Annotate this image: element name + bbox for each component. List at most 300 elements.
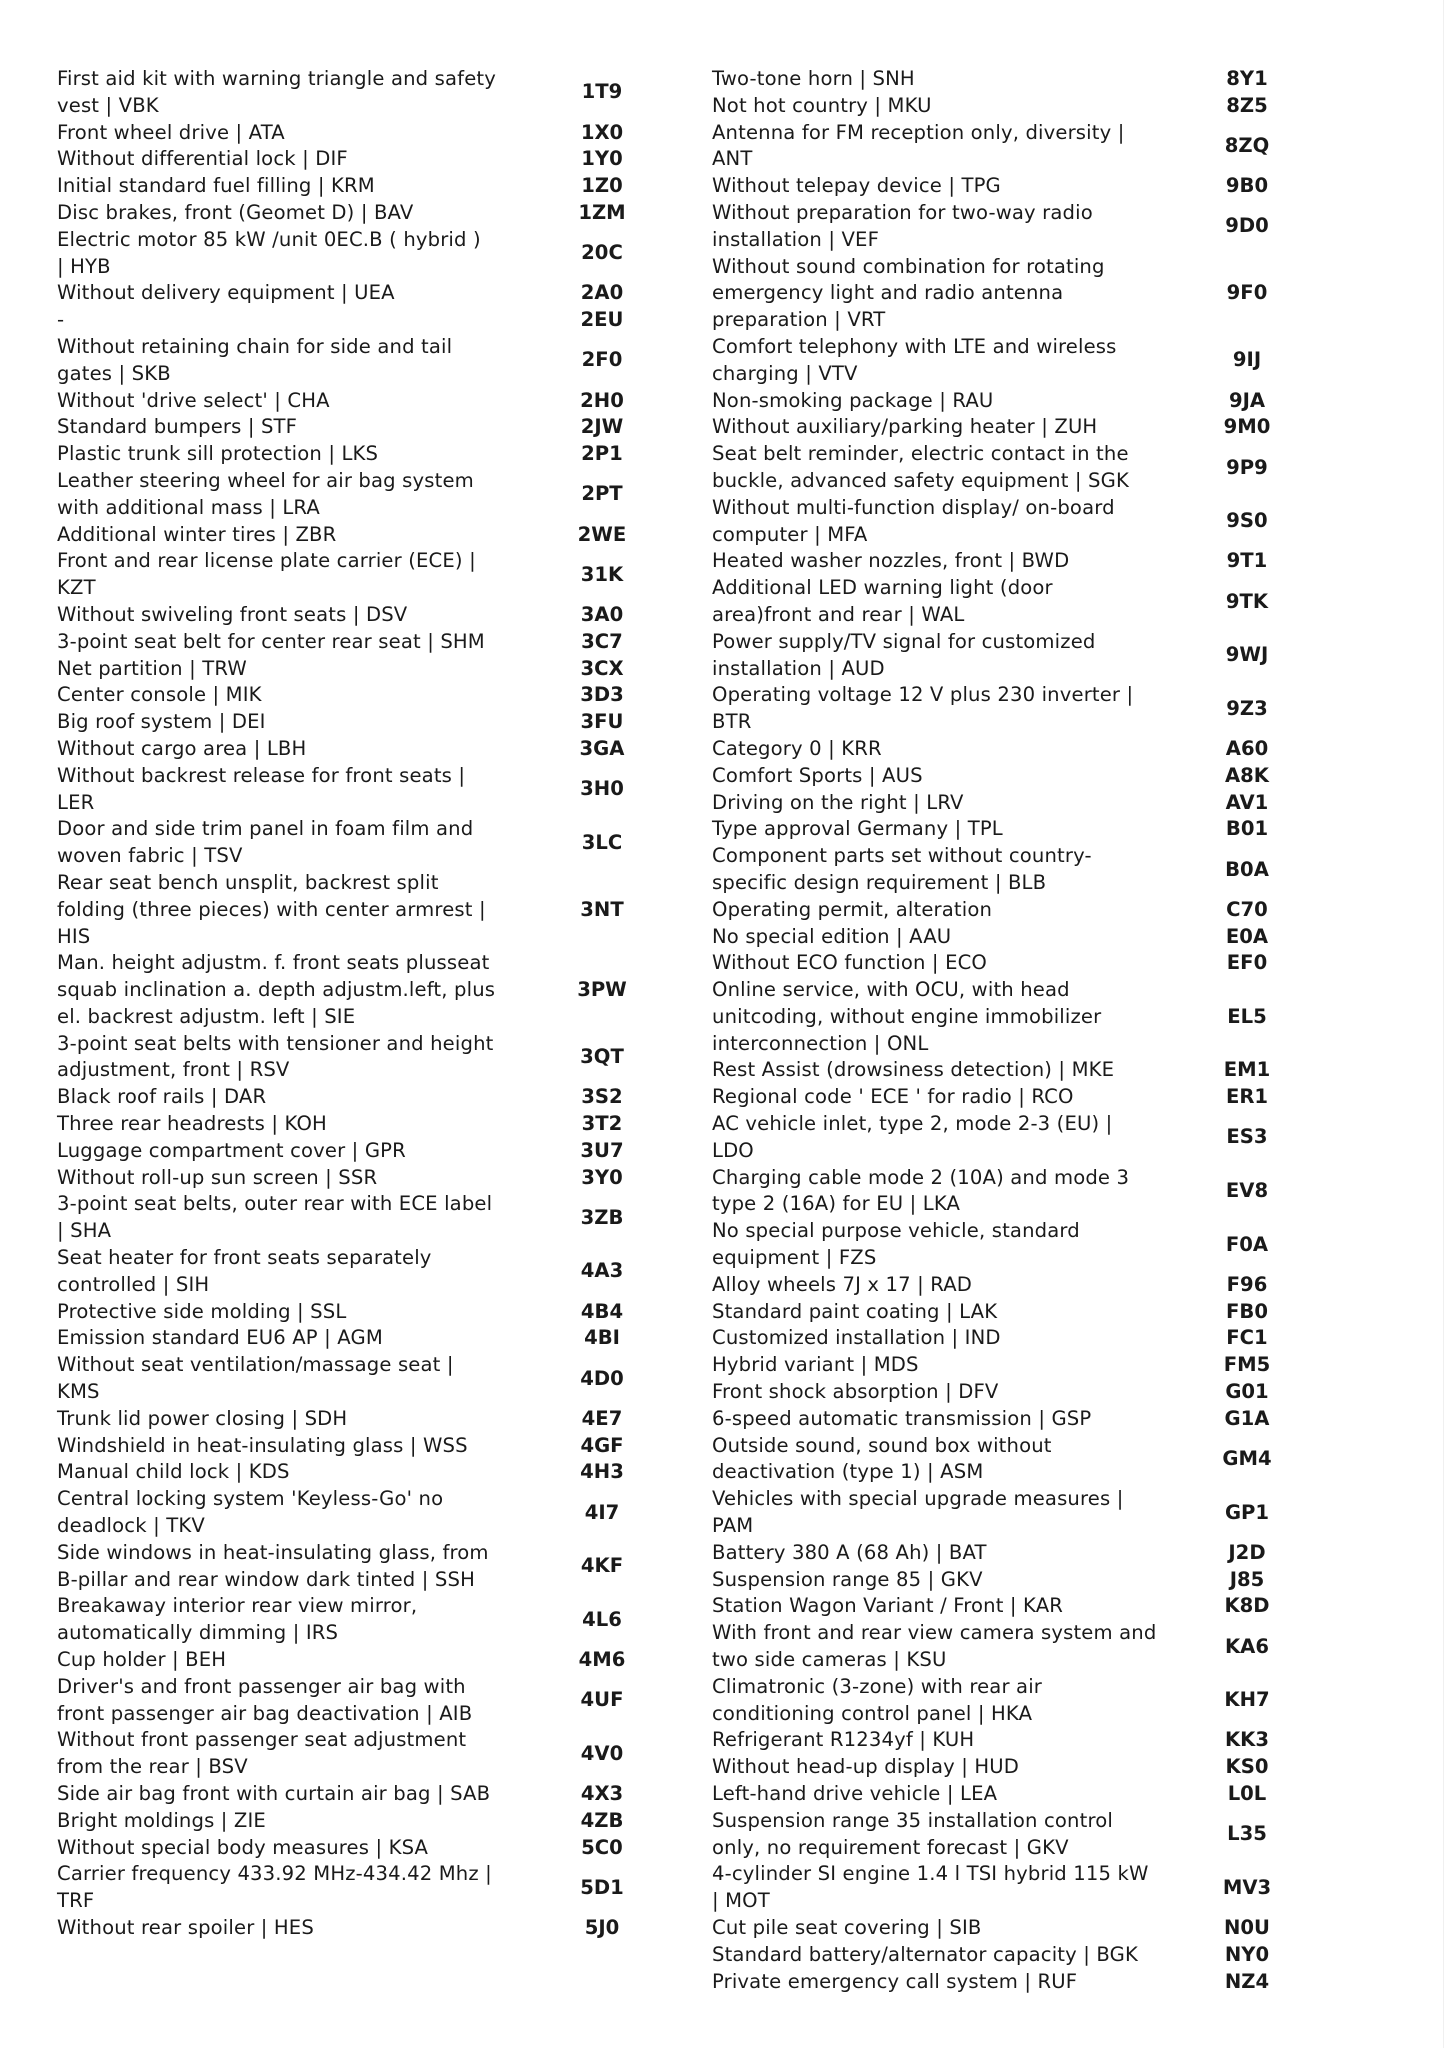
equipment-row xyxy=(57,736,697,763)
equipment-description xyxy=(57,120,517,147)
description-line: Station Wagon Variant / Front | KAR xyxy=(712,1594,1064,1618)
equipment-description xyxy=(57,173,517,200)
equipment-row xyxy=(712,334,1325,388)
equipment-description xyxy=(57,146,517,173)
equipment-row xyxy=(712,1915,1325,1942)
equipment-description xyxy=(57,200,517,227)
equipment-row xyxy=(712,1299,1325,1326)
option-code: F0A xyxy=(1225,1232,1269,1256)
equipment-description xyxy=(57,468,517,522)
description-line: Not hot country | MKU xyxy=(712,93,932,117)
equipment-row xyxy=(712,1218,1325,1272)
description-line: Two-tone horn | SNH xyxy=(712,67,915,90)
equipment-row xyxy=(712,93,1325,120)
equipment-row xyxy=(712,1593,1325,1620)
equipment-row xyxy=(712,173,1325,200)
description-line: KMS xyxy=(57,1380,100,1404)
description-line: Trunk lid power closing | SDH xyxy=(57,1406,348,1430)
description-line: Antenna for FM reception only, diversity | xyxy=(712,120,1125,144)
description-line: Net partition | TRW xyxy=(57,656,247,680)
equipment-description xyxy=(57,1406,517,1433)
option-code: N0U xyxy=(1224,1915,1270,1939)
option-code: KS0 xyxy=(1225,1755,1269,1779)
option-code: 4B4 xyxy=(580,1299,624,1323)
option-code: 3S2 xyxy=(581,1085,623,1109)
equipment-description xyxy=(712,1727,1182,1754)
description-line: ANT xyxy=(712,147,753,171)
equipment-description xyxy=(712,334,1182,388)
option-code: A60 xyxy=(1225,736,1269,760)
equipment-row xyxy=(712,1781,1325,1808)
equipment-row xyxy=(712,1942,1325,1969)
option-code: 3C7 xyxy=(581,629,623,653)
option-code: 9Z3 xyxy=(1226,696,1268,720)
description-line: Side air bag front with curtain air bag | SAB xyxy=(57,1782,491,1805)
description-line: Hybrid variant | MDS xyxy=(712,1353,919,1377)
option-code: 4E7 xyxy=(581,1406,623,1430)
equipment-row xyxy=(57,1727,697,1781)
description-line: No special purpose vehicle, standard xyxy=(712,1219,1080,1243)
option-code: 3H0 xyxy=(580,777,624,801)
equipment-description xyxy=(57,1325,517,1352)
equipment-description xyxy=(712,1406,1182,1433)
description-line: Windshield in heat-insulating glass | WSS xyxy=(57,1433,468,1457)
option-code: G01 xyxy=(1225,1380,1269,1404)
description-line: Without special body measures | KSA xyxy=(57,1835,429,1859)
option-code: 3A0 xyxy=(580,602,624,626)
description-line: squab inclination a. depth adjustm.left, plus xyxy=(57,978,496,1002)
equipment-row xyxy=(712,1057,1325,1084)
option-code: 3FU xyxy=(580,710,624,734)
equipment-description xyxy=(57,280,517,307)
description-line: Without rear spoiler | HES xyxy=(57,1915,314,1939)
option-code: EV8 xyxy=(1225,1179,1269,1203)
option-code: A8K xyxy=(1225,763,1269,787)
equipment-row xyxy=(712,1379,1325,1406)
equipment-description xyxy=(57,816,517,870)
description-line: computer | MFA xyxy=(712,522,868,546)
equipment-description xyxy=(712,120,1182,174)
equipment-row xyxy=(57,1031,697,1085)
equipment-row xyxy=(57,1459,697,1486)
description-line: No special edition | AAU xyxy=(712,924,952,948)
description-line: Category 0 | KRR xyxy=(712,736,882,760)
option-code: 3LC xyxy=(581,830,623,854)
equipment-row xyxy=(57,548,697,602)
equipment-row xyxy=(57,1245,697,1299)
equipment-description xyxy=(57,1835,517,1862)
equipment-row xyxy=(712,1272,1325,1299)
option-code: AV1 xyxy=(1225,790,1269,814)
option-code: 4H3 xyxy=(580,1460,624,1484)
equipment-row xyxy=(712,1727,1325,1754)
right-equipment-column xyxy=(712,66,1325,1995)
description-line: | SHA xyxy=(57,1219,112,1243)
equipment-row xyxy=(57,173,697,200)
description-line: Cut pile seat covering | SIB xyxy=(712,1915,982,1939)
description-line: B-pillar and rear window dark tinted | SSH xyxy=(57,1567,475,1591)
description-line: Manual child lock | KDS xyxy=(57,1460,290,1484)
description-line: only, no requirement forecast | GKV xyxy=(712,1835,1069,1859)
equipment-row xyxy=(712,1486,1325,1540)
option-code: 9P9 xyxy=(1226,455,1268,479)
description-line: Without roll-up sun screen | SSR xyxy=(57,1165,378,1189)
equipment-description xyxy=(712,1674,1182,1728)
description-line: 6-speed automatic transmission | GSP xyxy=(712,1406,1092,1430)
description-line: Luggage compartment cover | GPR xyxy=(57,1138,406,1162)
option-code: 3CX xyxy=(580,656,624,680)
equipment-description xyxy=(57,1138,517,1165)
equipment-row xyxy=(57,1352,697,1406)
description-line: TRF xyxy=(57,1889,95,1913)
equipment-description xyxy=(712,682,1182,736)
equipment-description xyxy=(57,1245,517,1299)
option-code: 1T9 xyxy=(581,80,623,104)
description-line: Type approval Germany | TPL xyxy=(712,817,1003,841)
option-code: E0A xyxy=(1225,924,1269,948)
description-line: Standard battery/alternator capacity | BGK xyxy=(712,1942,1138,1966)
equipment-description xyxy=(712,816,1182,843)
description-line: charging | VTV xyxy=(712,361,858,385)
equipment-description xyxy=(712,93,1182,120)
equipment-row xyxy=(57,1486,697,1540)
description-line: Disc brakes, front (Geomet D) | BAV xyxy=(57,200,414,224)
option-code: 3D3 xyxy=(580,683,624,707)
option-code: 1ZM xyxy=(578,200,626,224)
equipment-row xyxy=(712,1084,1325,1111)
equipment-row xyxy=(712,682,1325,736)
equipment-row xyxy=(57,1165,697,1192)
equipment-description xyxy=(712,1352,1182,1379)
option-code: 4GF xyxy=(580,1433,624,1457)
option-code: GM4 xyxy=(1222,1447,1272,1471)
description-line: Without sound combination for rotating xyxy=(712,254,1105,278)
equipment-row xyxy=(57,1433,697,1460)
description-line: First aid kit with warning triangle and safety xyxy=(57,67,496,90)
equipment-description xyxy=(57,1031,517,1085)
option-code: 4BI xyxy=(584,1326,620,1350)
equipment-row xyxy=(712,629,1325,683)
option-code: 2H0 xyxy=(580,388,624,412)
equipment-description xyxy=(712,1057,1182,1084)
description-line: Without preparation for two-way radio xyxy=(712,200,1093,224)
equipment-row xyxy=(57,1540,697,1594)
option-code: MV3 xyxy=(1222,1875,1272,1899)
option-code: 3U7 xyxy=(580,1138,624,1162)
equipment-description xyxy=(712,1111,1182,1165)
equipment-row xyxy=(57,950,697,1030)
equipment-description xyxy=(57,548,517,602)
equipment-row xyxy=(57,602,697,629)
description-line: emergency light and radio antenna xyxy=(712,281,1064,305)
description-line: Driver's and front passenger air bag with xyxy=(57,1674,466,1698)
equipment-description xyxy=(712,736,1182,763)
option-code: 3Y0 xyxy=(581,1165,623,1189)
equipment-row xyxy=(712,66,1325,93)
description-line: vest | VBK xyxy=(57,93,159,117)
option-code: J85 xyxy=(1229,1567,1265,1591)
option-code: 5J0 xyxy=(584,1915,620,1939)
description-line: Rest Assist (drowsiness detection) | MKE xyxy=(712,1058,1115,1082)
option-code: FC1 xyxy=(1226,1326,1268,1350)
option-code: B0A xyxy=(1225,857,1269,881)
equipment-description xyxy=(712,1593,1182,1620)
equipment-row xyxy=(57,1111,697,1138)
description-line: Non-smoking package | RAU xyxy=(712,388,994,412)
left-equipment-column xyxy=(57,66,697,1942)
option-code: K8D xyxy=(1224,1594,1270,1618)
description-line: two side cameras | KSU xyxy=(712,1648,947,1672)
equipment-row xyxy=(712,924,1325,951)
equipment-description xyxy=(57,522,517,549)
option-code: C70 xyxy=(1226,897,1268,921)
option-code: 1Y0 xyxy=(581,147,623,171)
equipment-row xyxy=(712,200,1325,254)
equipment-row xyxy=(712,254,1325,334)
description-line: AC vehicle inlet, type 2, mode 2-3 (EU) | xyxy=(712,1112,1113,1136)
equipment-description xyxy=(712,1915,1182,1942)
description-line: Component parts set without country- xyxy=(712,844,1092,868)
option-code: 3GA xyxy=(579,736,625,760)
description-line: Central locking system 'Keyless-Go' no xyxy=(57,1487,444,1511)
option-code: 9TK xyxy=(1225,589,1269,613)
option-code: EF0 xyxy=(1226,951,1268,975)
equipment-description xyxy=(57,1486,517,1540)
option-code: 5C0 xyxy=(581,1835,623,1859)
option-code: B01 xyxy=(1225,817,1269,841)
page-edge-line xyxy=(1443,0,1444,2048)
equipment-row xyxy=(57,66,697,120)
description-line: Suspension range 85 | GKV xyxy=(712,1567,983,1591)
description-line: Operating voltage 12 V plus 230 inverter | xyxy=(712,683,1134,707)
option-code: 8Z5 xyxy=(1226,93,1268,117)
equipment-description xyxy=(712,1084,1182,1111)
description-line: el. backrest adjustm. left | SIE xyxy=(57,1004,356,1028)
option-code: 4UF xyxy=(580,1688,624,1712)
equipment-row xyxy=(57,870,697,950)
option-code: KA6 xyxy=(1225,1634,1269,1658)
equipment-description xyxy=(712,1486,1182,1540)
description-line: Electric motor 85 kW /unit 0EC.B ( hybrid ) xyxy=(57,227,481,251)
equipment-description xyxy=(57,1084,517,1111)
description-line: Power supply/TV signal for customized xyxy=(712,629,1096,653)
equipment-description xyxy=(712,897,1182,924)
equipment-description xyxy=(712,254,1182,334)
equipment-description xyxy=(57,1781,517,1808)
equipment-description xyxy=(57,763,517,817)
equipment-row xyxy=(712,1620,1325,1674)
description-line: Front wheel drive | ATA xyxy=(57,120,285,144)
equipment-row xyxy=(57,468,697,522)
description-line: Door and side trim panel in foam film and xyxy=(57,817,474,841)
description-line: Battery 380 A (68 Ah) | BAT xyxy=(712,1540,987,1564)
description-line: Charging cable mode 2 (10A) and mode 3 xyxy=(712,1165,1130,1189)
equipment-row xyxy=(712,1433,1325,1487)
equipment-row xyxy=(57,1808,697,1835)
equipment-description xyxy=(712,1165,1182,1219)
equipment-description xyxy=(57,66,517,120)
equipment-row xyxy=(57,1138,697,1165)
equipment-description xyxy=(712,495,1182,549)
description-line: With front and rear view camera system and xyxy=(712,1621,1157,1645)
equipment-description xyxy=(712,1942,1182,1969)
description-line: from the rear | BSV xyxy=(57,1755,248,1779)
equipment-row xyxy=(712,1674,1325,1728)
equipment-row xyxy=(712,388,1325,415)
description-line: Heated washer nozzles, front | BWD xyxy=(712,549,1070,573)
option-code: 2P1 xyxy=(581,442,623,466)
equipment-row xyxy=(712,1969,1325,1996)
option-code: 3QT xyxy=(580,1045,624,1069)
description-line: Emission standard EU6 AP | AGM xyxy=(57,1326,383,1350)
description-line: gates | SKB xyxy=(57,361,171,385)
equipment-description xyxy=(712,1567,1182,1594)
equipment-row xyxy=(712,816,1325,843)
equipment-row xyxy=(57,1647,697,1674)
option-code: NY0 xyxy=(1224,1942,1270,1966)
description-line: specific design requirement | BLB xyxy=(712,870,1047,894)
option-code: 20C xyxy=(581,241,623,265)
description-line: Driving on the right | LRV xyxy=(712,790,964,814)
equipment-row xyxy=(57,280,697,307)
equipment-row xyxy=(712,763,1325,790)
equipment-row xyxy=(57,1325,697,1352)
description-line: installation | VEF xyxy=(712,227,879,251)
equipment-description xyxy=(57,334,517,388)
equipment-description xyxy=(57,736,517,763)
description-line: area)front and rear | WAL xyxy=(712,602,965,626)
equipment-row xyxy=(57,816,697,870)
description-line: Private emergency call system | RUF xyxy=(712,1969,1078,1993)
option-code: 2F0 xyxy=(581,348,623,372)
equipment-description xyxy=(712,1540,1182,1567)
option-code: 9JA xyxy=(1228,388,1266,412)
equipment-row xyxy=(712,1111,1325,1165)
equipment-row xyxy=(57,200,697,227)
equipment-description xyxy=(57,1861,517,1915)
description-line: Initial standard fuel filling | KRM xyxy=(57,174,375,198)
equipment-description xyxy=(712,843,1182,897)
equipment-description xyxy=(57,1459,517,1486)
description-line: Three rear headrests | KOH xyxy=(57,1112,327,1136)
equipment-description xyxy=(57,950,517,1030)
description-line: deadlock | TKV xyxy=(57,1514,205,1538)
option-code: FB0 xyxy=(1226,1299,1268,1323)
description-line: Without telepay device | TPG xyxy=(712,174,1001,198)
description-line: - xyxy=(57,308,65,332)
equipment-description xyxy=(57,1674,517,1728)
equipment-description xyxy=(712,1379,1182,1406)
option-code: 4KF xyxy=(580,1554,624,1578)
equipment-row xyxy=(57,1674,697,1728)
equipment-description xyxy=(712,548,1182,575)
equipment-description xyxy=(57,1808,517,1835)
equipment-row xyxy=(712,1808,1325,1862)
equipment-description xyxy=(57,629,517,656)
description-line: Without backrest release for front seats | xyxy=(57,763,466,787)
description-line: automatically dimming | IRS xyxy=(57,1621,339,1645)
equipment-description xyxy=(712,200,1182,254)
equipment-description xyxy=(712,790,1182,817)
equipment-row xyxy=(57,1861,697,1915)
description-line: folding (three pieces) with center armrest | xyxy=(57,897,486,921)
description-line: Black roof rails | DAR xyxy=(57,1085,267,1109)
equipment-row xyxy=(57,763,697,817)
option-code: 9S0 xyxy=(1226,509,1268,533)
equipment-description xyxy=(57,1433,517,1460)
equipment-description xyxy=(712,388,1182,415)
equipment-description xyxy=(57,602,517,629)
equipment-row xyxy=(712,897,1325,924)
description-line: equipment | FZS xyxy=(712,1246,877,1270)
description-line: Without front passenger seat adjustment xyxy=(57,1728,467,1752)
equipment-row xyxy=(712,843,1325,897)
equipment-row xyxy=(712,790,1325,817)
equipment-row xyxy=(57,414,697,441)
equipment-description xyxy=(57,870,517,950)
description-line: woven fabric | TSV xyxy=(57,844,243,868)
equipment-row xyxy=(712,575,1325,629)
equipment-description xyxy=(712,1272,1182,1299)
description-line: 3-point seat belt for center rear seat | SHM xyxy=(57,629,485,653)
description-line: Online service, with OCU, with head xyxy=(712,978,1070,1002)
equipment-row xyxy=(57,1915,697,1942)
description-line: interconnection | ONL xyxy=(712,1031,929,1055)
option-code: 3NT xyxy=(580,897,624,921)
equipment-row xyxy=(57,227,697,281)
equipment-row xyxy=(712,1406,1325,1433)
equipment-description xyxy=(57,1540,517,1594)
description-line: Additional winter tires | ZBR xyxy=(57,522,337,546)
equipment-row xyxy=(57,1406,697,1433)
equipment-description xyxy=(712,1620,1182,1674)
option-code: L0L xyxy=(1227,1782,1267,1805)
description-line: Without 'drive select' | CHA xyxy=(57,388,330,412)
description-line: LDO xyxy=(712,1138,754,1162)
option-code: 4M6 xyxy=(578,1648,626,1672)
description-line: Center console | MIK xyxy=(57,683,262,707)
equipment-description xyxy=(57,1191,517,1245)
equipment-description xyxy=(712,763,1182,790)
option-code: KH7 xyxy=(1224,1688,1270,1712)
option-code: ER1 xyxy=(1225,1085,1269,1109)
option-code: 9M0 xyxy=(1223,415,1271,439)
option-code: F96 xyxy=(1226,1272,1268,1296)
equipment-description xyxy=(57,1165,517,1192)
equipment-row xyxy=(712,1861,1325,1915)
description-line: Plastic trunk sill protection | LKS xyxy=(57,442,379,466)
option-code: 3T2 xyxy=(581,1112,623,1136)
description-line: BTR xyxy=(712,710,752,734)
equipment-row xyxy=(712,1754,1325,1781)
description-line: Without differential lock | DIF xyxy=(57,147,348,171)
option-code: 4L6 xyxy=(582,1607,622,1631)
equipment-description xyxy=(57,1647,517,1674)
option-code: GP1 xyxy=(1224,1500,1270,1524)
equipment-description xyxy=(712,575,1182,629)
equipment-description xyxy=(712,1969,1182,1996)
equipment-row xyxy=(57,388,697,415)
equipment-row xyxy=(57,1593,697,1647)
equipment-row xyxy=(57,1781,697,1808)
equipment-row xyxy=(57,120,697,147)
equipment-row xyxy=(712,120,1325,174)
equipment-description xyxy=(57,1299,517,1326)
equipment-row xyxy=(57,334,697,388)
option-code: 2WE xyxy=(577,522,627,546)
equipment-description xyxy=(712,414,1182,441)
equipment-description xyxy=(712,629,1182,683)
